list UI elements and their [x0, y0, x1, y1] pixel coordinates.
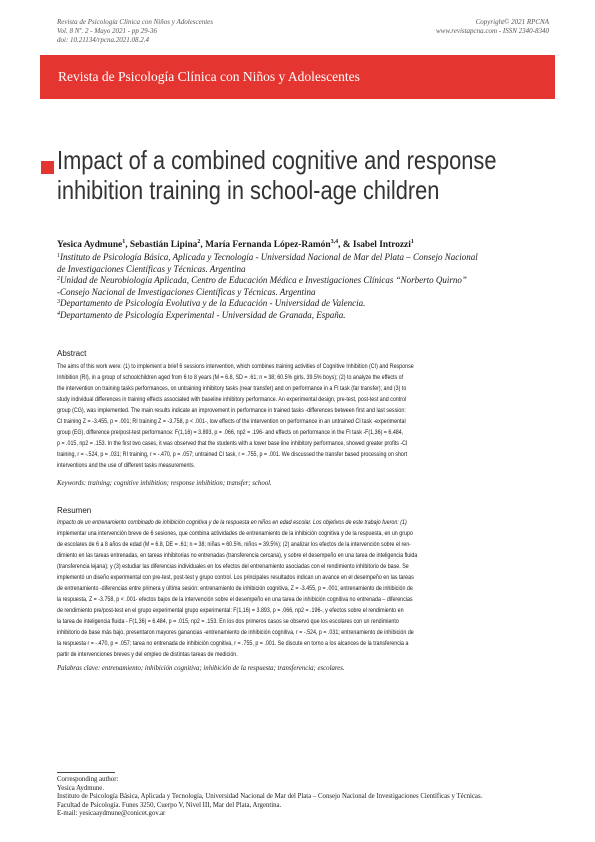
abstract-text [57, 361, 539, 471]
affiliation-line: $^1$Instituto de Psicología Básica, Aplicada y Tecnología - Universidad Nacional de Mar del Plata – Consejo Nacional [57, 252, 478, 262]
affiliation-line: $^4$Departamento de Psicología Experimental - Universidad de Granada, España. [57, 309, 346, 320]
abstract-line: study individual differences in training effects associated with baseline inhibitory performance. An experimental design, pre-test, post-test and control [57, 396, 407, 403]
affiliation-list [57, 252, 547, 322]
volume-line: Vol. 8 Nº. 2 - Mayo 2021 - pp 29-36 [57, 27, 157, 35]
resumen-line: implementar una intervención breve de 6 sesiones, que combina actividades de entrenamiento de la inhibición cognitiva y de la respuesta, en un grupo [57, 530, 413, 537]
affiliation-number: 2 [57, 276, 60, 283]
abstract-line: interventions and the use of different tasks measurements. [57, 462, 196, 469]
affiliation-number: 1 [57, 253, 60, 259]
resumen-keywords: Palabras clave: entrenamiento; inhibición cognitiva; inhibición de la respuesta; transferencia; escolares. [57, 665, 345, 672]
abstract-line: The aims of this work were: (1) to implement a brief 6 sessions intervention, which combines training activities of Cognitive Inhibition (CI) and Response [57, 363, 414, 370]
resumen-line: de entrenamiento -diferencias entre primera y última sesión: entrenamiento de inhibición cognitiva, Z = -3.455, p = .001; entrenamiento de inhibición de [57, 585, 413, 592]
resumen-line: implementó un diseño experimental con pre-test, post-test y grupo control. Los principales resultados indican un avance en el desempeño en las tareas [57, 574, 414, 581]
correspondence-email: E-mail: yesicaaydmune@conicet.gov.ar [57, 810, 166, 818]
correspondence-line: Corresponding author: [57, 776, 119, 783]
abstract-line: CI training Z = -3.455, p = .001; RI training Z = -3.758, p < .001-, low effects of the intervention on performance in an untrained CI task -experimental [57, 418, 406, 425]
resumen-line: Impacto de un entrenamiento combinado de inhibición cognitiva y de la respuesta en niños en edad escolar. Los objetivos de este trabajo fueron: (1) [57, 519, 407, 526]
resumen-line: de rendimiento pre/post-test en el grupo experimental grupo experimental: F(1,16) = 3.893, p = .066, np2 = .196-, y efectos sobre el rendimiento en [57, 607, 404, 614]
author-affiliation-mark: 2 [197, 239, 201, 245]
author-list [57, 240, 414, 250]
resumen-line: dimiento en las tareas entrenadas, en tareas inhibitorias no entrenadas (transferencia cercana), y sobre el desempeño en una tarea de inteligencia fluida [57, 552, 418, 559]
author-name: Sebastián Lipina [129, 240, 198, 250]
correspondence-line: Yesica Aydmune. [57, 784, 105, 792]
abstract-line: p = .015, np2 = .153. In the first two cases, it was observed that the students with a lower base line inhibitory performance, showed greater profits -CI [57, 440, 408, 447]
author-name: Yesica Aydmune [57, 240, 123, 250]
resumen-line: de escolares de 6 a 8 años de edad (M = 6.8, DE = .61; n = 38; niñas = 60.5%, niños = 39.5%); (2) analizar los efectos de la intervención sobre el ren- [57, 541, 411, 548]
abstract-line: the intervention on training tasks performances, on untraining inhibitory tasks (near transfer) and on performance in a FI task (far transfer); and (3) to [57, 385, 407, 392]
affiliation-line: $^3$Departamento de Psicología Evolutiva y de la Educación - Universidad de Valencia. [57, 298, 366, 309]
author-separator: , [200, 240, 206, 250]
footnote-divider [57, 772, 115, 773]
copyright-line: Copyright© 2021 RPCNA [475, 18, 549, 26]
affiliation-line: $^2$Unidad de Neurobiología Aplicada, Centro de Educación Médica e Investigaciones Clínicas “Norberto Quirno” [57, 275, 467, 286]
author-separator: , [125, 240, 130, 250]
doi-line: doi: 10.21134/rpcna.2021.08.2.4 [57, 36, 150, 44]
abstract-heading: Abstract [57, 349, 87, 358]
abstract-line: group (EG), difference pre/post-test performance: F(1,16) = 3.893, p = .066, np2 = .196- and effects on performance in the FI task -F(1,36) = 6.484, [57, 429, 404, 436]
author-affiliation-mark: 1 [410, 239, 414, 245]
journal-name-line: Revista de Psicología Clínica con Niños y Adolescentes [57, 18, 213, 26]
title-line: inhibition training in school-age children [57, 175, 440, 205]
journal-banner [40, 55, 555, 99]
title-square-marker [41, 161, 54, 174]
correspondence-line: Instituto de Psicología Básica, Aplicada y Tecnología, Universidad Nacional de Mar del Plata – Consejo Nacional de Investigaciones Científicas y Técnicas. [57, 793, 483, 801]
banner-journal-title: Revista de Psicología Clínica con Niños y Adolescentes [58, 69, 360, 84]
website-issn-line: www.revistapcna.com - ISSN 2340-8340 [436, 27, 549, 35]
resumen-line: la respuesta, Z = -3.758, p < .001- efectos bajos de la intervención sobre el desempeño en una tarea de inhibición cognitiva no entrenada – diferencias [57, 596, 413, 603]
abstract-keywords: Keywords: training; cognitive inhibition; response inhibition; transfer; school. [57, 480, 272, 487]
resumen-line: (transferencia lejana); y (3) estudiar las diferencias individuales en los efectos del entrenamiento asociadas con el rendimiento inhibitorio de base. Se [57, 563, 409, 570]
abstract-line: Inhibition (RI), in a group of schoolchildren aged from 6 to 8 years (M = 6.8, SD = .61; n = 38; 60.5% girls, 39.5% boys); (2) to analyze the effects of [57, 374, 404, 381]
resumen-line: partir de intervenciones breves y del empleo de distintas tareas de medición. [57, 651, 238, 658]
author-name: María Fernanda López-Ramón [205, 240, 331, 250]
resumen-text [57, 517, 539, 660]
author-separator: , & [338, 240, 353, 250]
article-title [57, 145, 497, 205]
abstract-line: training, r = -.524, p = .031; RI training, r = -.470, p = .057; untrained CI task, r = .755, p = .001. We discussed the transfer based processing on short [57, 451, 408, 458]
affiliation-line: -Consejo Nacional de Investigaciones Científicas y Técnicas. Argentina [57, 286, 316, 297]
correspondence-line: Facultad de Psicología. Funes 3250, Cuerpo V, Nivel III, Mar del Plata, Argentina. [57, 801, 282, 809]
resumen-heading: Resumen [57, 506, 92, 515]
resumen-line: inhibitorio de base más bajo, presentaron mayores ganancias -entrenamiento de inhibición cognitiva, r = -.524, p = .031; entrenamiento de inhibición de [57, 629, 414, 636]
affiliation-number: 3 [57, 299, 60, 306]
journal-header-info [57, 18, 213, 45]
title-line: Impact of a combined cognitive and response [57, 145, 497, 175]
affiliation-line: de Investigaciones Científicas y Técnicas. Argentina [57, 263, 246, 274]
author-affiliation-mark: 1 [122, 239, 126, 245]
resumen-line: la respuesta r = -.470, p = .057; tarea no entrenada de inhibición cognitiva, r = .755, p = .001. Se discute en torno a los alcances de la transferencia a [57, 640, 409, 647]
correspondence-block [57, 776, 482, 819]
abstract-line: group (CG), was implemented. The main results indicate an improvement in performance in trained tasks -differences between first and last session: [57, 407, 406, 414]
affiliation-number: 4 [57, 310, 60, 317]
author-name: Isabel Introzzi [352, 240, 411, 250]
copyright-header-info [436, 18, 549, 36]
resumen-line: la tarea de inteligencia fluida - F(1,36) = 6.484, p = .015, np2 = .153. En los dos primeros casos se observó que los escolares con un rendimiento [57, 618, 399, 625]
author-affiliation-mark: 3,4 [330, 239, 339, 245]
